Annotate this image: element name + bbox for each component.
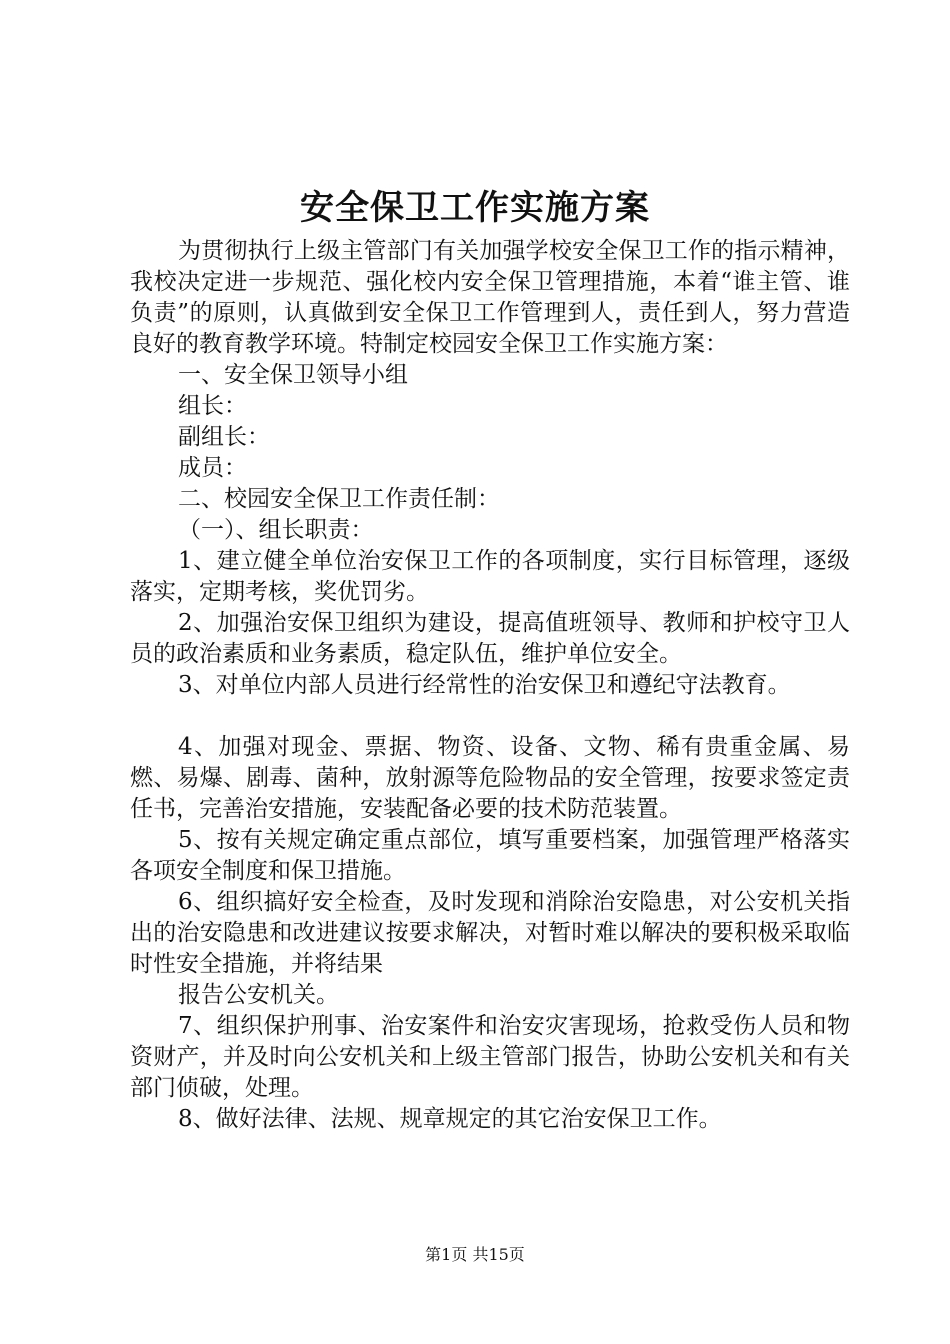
duty-item-4: 4、加强对现金、票据、物资、设备、文物、稀有贵重金属、易燃、易爆、剧毒、菌种，放射源等危险物品的安全管理，按要求签定责任书，完善治安措施，安装配备必要的技术防范装置。	[130, 734, 850, 822]
duty-item-3: 3、对单位内部人员进行经常性的治安保卫和遵纪守法教育。	[178, 672, 791, 698]
duty-item-1: 1、建立健全单位治安保卫工作的各项制度，实行目标管理，逐级落实，定期考核，奖优罚劣。	[130, 548, 850, 605]
deputy-leader-line: 副组长：	[178, 424, 270, 450]
document-body	[130, 236, 850, 1135]
group-leader-line: 组长：	[178, 393, 247, 419]
subsection-heading-leader-duties: （一）、组长职责：	[178, 517, 374, 543]
section-heading-leadership-group: 一、安全保卫领导小组	[178, 362, 408, 388]
document-title: 安全保卫工作实施方案	[300, 188, 650, 228]
paragraph-gap	[130, 701, 850, 732]
members-line: 成员：	[178, 455, 247, 481]
duty-item-5: 5、按有关规定确定重点部位，填写重要档案，加强管理严格落实各项安全制度和保卫措施。	[130, 827, 850, 884]
page-number-footer: 第1页 共15页	[425, 1245, 525, 1264]
duty-item-8: 8、做好法律、法规、规章规定的其它治安保卫工作。	[178, 1106, 722, 1132]
duty-item-6: 6、组织搞好安全检查，及时发现和消除治安隐患，对公安机关指出的治安隐患和改进建议按要求解决，对暂时难以解决的要积极采取临时性安全措施，并将结果	[130, 889, 850, 977]
duty-item-7: 7、组织保护刑事、治安案件和治安灾害现场，抢救受伤人员和物资财产，并及时向公安机关和上级主管部门报告，协助公安机关和有关部门侦破，处理。	[130, 1013, 850, 1101]
duty-item-6-continuation: 报告公安机关。	[178, 982, 339, 1008]
intro-paragraph: 为贯彻执行上级主管部门有关加强学校安全保卫工作的指示精神，我校决定进一步规范、强化校内安全保卫管理措施，本着“谁主管、谁负责”的原则，认真做到安全保卫工作管理到人，责任到人，努力营造良好的教育教学环境。特制定校园安全保卫工作实施方案：	[130, 238, 850, 357]
section-heading-responsibility: 二、校园安全保卫工作责任制：	[178, 486, 500, 512]
duty-item-2: 2、加强治安保卫组织为建设，提高值班领导、教师和护校守卫人员的政治素质和业务素质，稳定队伍，维护单位安全。	[130, 610, 850, 667]
